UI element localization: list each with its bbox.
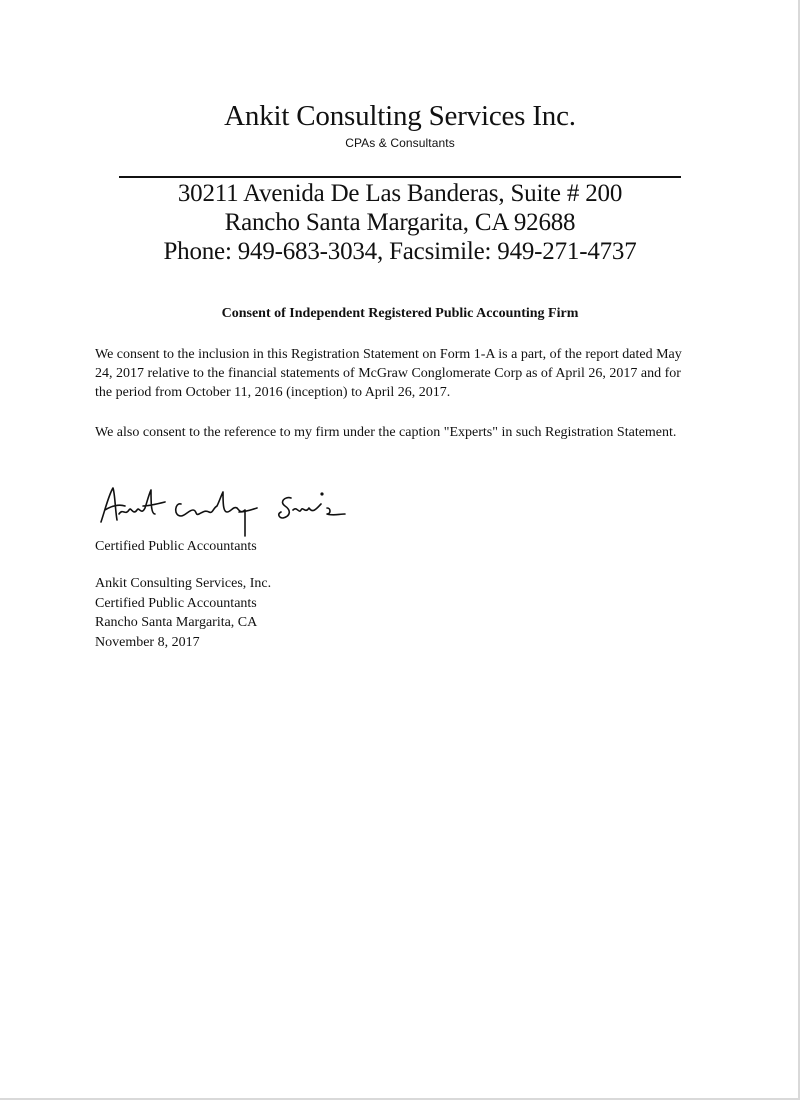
signoff-firm: Ankit Consulting Services, Inc. [95,576,272,591]
consent-paragraph-1: We consent to the inclusion in this Registration Statement on Form 1-A is a part, of the report dated May 24, 2017 relative to the financial statements of McGraw Conglomerate Corp as of April 26, 2017 and for the period from October 11, 2016 (inception) to April 26, 2017. [95,347,682,400]
letterhead-divider [119,176,681,178]
firm-tagline: CPAs & Consultants [345,136,455,150]
address-line-2: Rancho Santa Margarita, CA 92688 [224,209,576,236]
address-line-1: 30211 Avenida De Las Banderas, Suite # 200 [177,180,623,207]
handwritten-signature [95,480,355,540]
firm-name: Ankit Consulting Services Inc. [224,100,576,132]
consent-title: Consent of Independent Registered Public Accounting Firm [221,306,579,321]
contact-line: Phone: 949-683-3034, Facsimile: 949-271-4737 [163,238,637,265]
signoff-designation: Certified Public Accountants [95,595,257,611]
signoff-date: November 8, 2017 [95,634,200,650]
signoff-location: Rancho Santa Margarita, CA [95,615,258,630]
signature-caption: Certified Public Accountants [95,539,257,554]
consent-paragraph-2: We also consent to the reference to my firm under the caption "Experts" in such Registration Statement. [95,425,677,440]
signoff-block [95,574,271,652]
